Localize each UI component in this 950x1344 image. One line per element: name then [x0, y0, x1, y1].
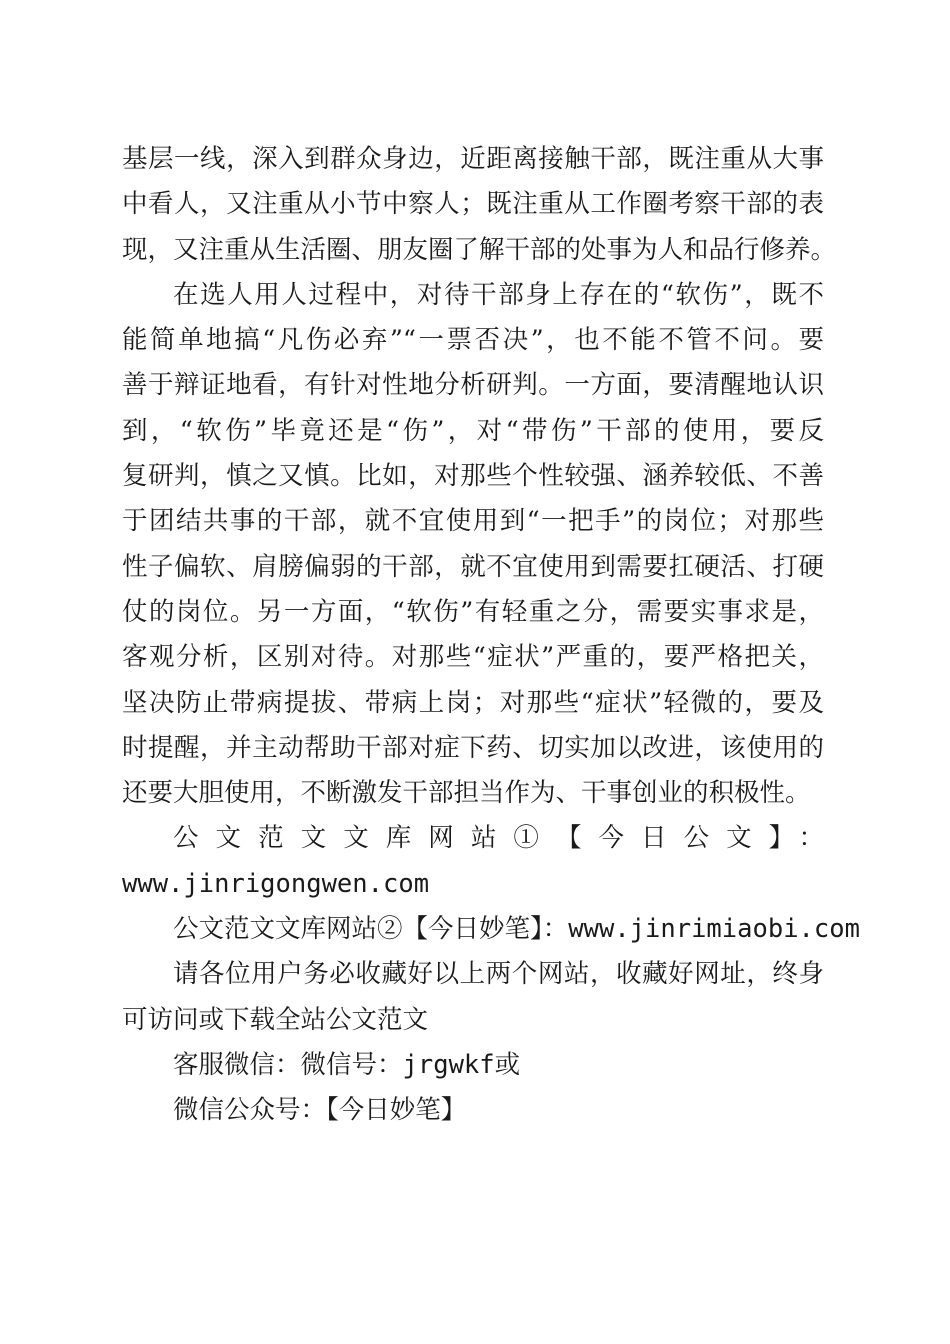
text-line: 仗的岗位。另一方面，“软伤”有轻重之分，需要实事求是， [122, 596, 824, 627]
paragraph-selection-methods [122, 137, 837, 273]
text-line: 客观分析，区别对待。对那些“症状”严重的，要严格把关， [122, 642, 824, 673]
site-two-label: 公文范文文库网站②【今日妙笔】： [173, 914, 569, 945]
document-page [122, 137, 860, 1134]
text-line: 还要大胆使用，不断激发干部担当作为、干事创业的积极性。 [122, 778, 811, 809]
site-two-url[interactable]: www.jinrimiaobi.com [568, 914, 860, 945]
text-line: 复研判，慎之又慎。比如，对那些个性较强、涵养较低、不善 [122, 461, 824, 492]
site-one-block [122, 816, 824, 907]
text-line: 请各位用户务必收藏好以上两个网站，收藏好网址，终身 [173, 959, 824, 990]
text-line: 中看人，又注重从小节中察人；既注重从工作圈考察干部的表 [122, 189, 824, 220]
text-line: 于团结共事的干部，就不宜使用到“一把手”的岗位；对那些 [122, 506, 824, 537]
wechat-id: jrgwkf [402, 1049, 495, 1080]
customer-service-line [122, 1043, 824, 1088]
site-one-label: 公文范文文库网站①【今日公文】： [173, 823, 824, 854]
official-account-line: 微信公众号：【今日妙笔】 [173, 1095, 467, 1126]
customer-service-label: 客服微信：微信号： [173, 1049, 403, 1080]
site-two-line [122, 907, 860, 952]
text-line: 现，又注重从生活圈、朋友圈了解干部的处事为人和品行修养。 [122, 234, 837, 265]
text-line: 可访问或下载全站公文范文 [122, 1004, 429, 1035]
text-line: 坚决防止带病提拔、带病上岗；对那些“症状”轻微的，要及 [122, 687, 824, 718]
paragraph-soft-injury [122, 273, 824, 817]
text-line: 在选人用人过程中，对待干部身上存在的“软伤”，既不 [173, 279, 824, 310]
text-line: 能简单地搞“凡伤必弃”“一票否决”，也不能不管不问。要 [122, 325, 824, 356]
customer-service-suffix: 或 [494, 1049, 521, 1080]
bookmark-notice [122, 952, 824, 1043]
site-one-url[interactable]: www.jinrigongwen.com [122, 868, 430, 899]
text-line: 性子偏软、肩膀偏弱的干部，就不宜使用到需要扛硬活、打硬 [122, 551, 824, 582]
text-line: 时提醒，并主动帮助干部对症下药、切实加以改进，该使用的 [122, 732, 824, 763]
text-line: 到，“软伤”毕竟还是“伤”，对“带伤”干部的使用，要反 [122, 415, 824, 446]
text-line: 善于辩证地看，有针对性地分析研判。一方面，要清醒地认识 [122, 370, 824, 401]
text-line: 基层一线，深入到群众身边，近距离接触干部，既注重从大事 [122, 144, 824, 174]
